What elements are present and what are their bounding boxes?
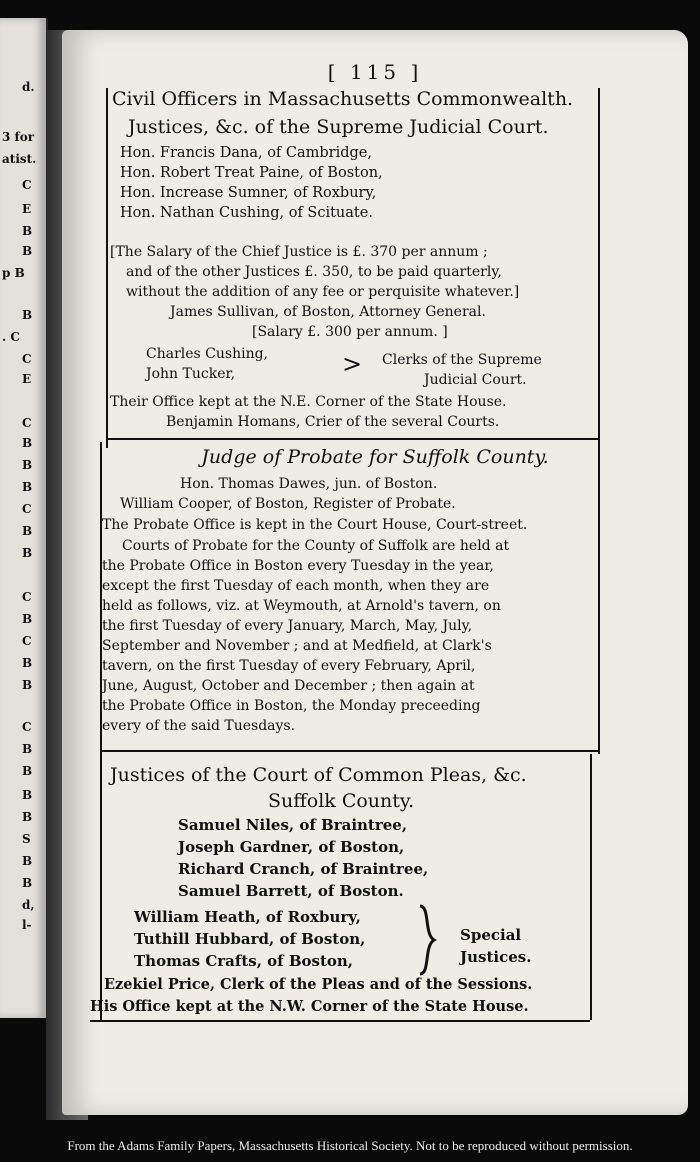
probate-heading: Judge of Probate for Suffolk County.	[201, 446, 549, 468]
special-justice: Tuthill Hubbard, of Boston,	[134, 930, 366, 948]
salary-line: without the addition of any fee or perquisite whatever.]	[126, 284, 520, 300]
pleas-clerk: Ezekiel Price, Clerk of the Pleas and of the Sessions.	[104, 976, 533, 993]
right-border	[590, 754, 592, 1020]
clerk-title: Clerks of the Supreme	[382, 352, 542, 368]
special-label: Special	[460, 926, 522, 944]
special-justice: Thomas Crafts, of Boston,	[134, 952, 354, 970]
facing-page-text: p B	[2, 266, 25, 280]
facing-page-text: C	[22, 178, 32, 192]
document-page	[62, 30, 688, 1115]
curly-brace-icon	[412, 904, 442, 976]
probate-paragraph-line: tavern, on the first Tuesday of every February, April,	[102, 658, 476, 674]
probate-register: William Cooper, of Boston, Register of Probate.	[120, 496, 456, 512]
facing-page-text: C	[22, 416, 32, 430]
probate-paragraph-line: June, August, October and December ; then again at	[102, 678, 475, 694]
facing-page-text: d.	[22, 80, 35, 94]
left-border	[106, 88, 108, 448]
facing-page-text: B	[22, 612, 33, 626]
probate-paragraph-line: held as follows, viz. at Weymouth, at Arnold's tavern, on	[102, 598, 501, 614]
attorney-salary: [Salary £. 300 per annum. ]	[252, 324, 448, 340]
probate-paragraph-line: the Probate Office in Boston, the Monday preceeding	[102, 698, 481, 714]
pleas-justice: Richard Cranch, of Braintree,	[178, 860, 429, 878]
probate-judge: Hon. Thomas Dawes, jun. of Boston.	[180, 476, 438, 492]
pleas-justice: Samuel Barrett, of Boston.	[178, 882, 404, 900]
facing-page-text: B	[22, 764, 33, 778]
facing-page-text: C	[22, 352, 32, 366]
pleas-office: His Office kept at the N.W. Corner of the State House.	[90, 998, 529, 1015]
brace-glyph: >	[342, 350, 363, 378]
facing-page-text: E	[22, 372, 32, 386]
special-justice: William Heath, of Roxbury,	[134, 908, 361, 926]
facing-page-text: C	[22, 634, 32, 648]
facing-page-text: l-	[22, 918, 32, 932]
crier: Benjamin Homans, Crier of the several Courts.	[166, 414, 500, 430]
facing-page-text: B	[22, 788, 33, 802]
attorney-general: James Sullivan, of Boston, Attorney General.	[170, 304, 486, 320]
facing-page-text: B	[22, 854, 33, 868]
facing-page-text: B	[22, 656, 33, 670]
facing-page-text: B	[22, 308, 33, 322]
probate-paragraph-line: the first Tuesday of every January, March, May, July,	[102, 618, 473, 634]
facing-page-text: B	[22, 678, 33, 692]
pleas-justice: Joseph Gardner, of Boston,	[178, 838, 405, 856]
common-pleas-heading: Justices of the Court of Common Pleas, &c.	[110, 764, 527, 786]
pleas-justice: Samuel Niles, of Braintree,	[178, 816, 408, 834]
facing-page-text: B	[22, 224, 33, 238]
clerk-name: John Tucker,	[146, 366, 236, 382]
facing-page-text: C	[22, 590, 32, 604]
section-divider	[106, 438, 600, 440]
facing-page-text: B	[22, 546, 33, 560]
right-border	[598, 442, 600, 754]
facing-page-text: d,	[22, 898, 35, 912]
civil-heading: Civil Officers in Massachusetts Commonwealth.	[112, 88, 574, 110]
office-location: Their Office kept at the N.E. Corner of the State House.	[110, 394, 507, 410]
facing-page-text: B	[22, 244, 33, 258]
facing-page-text: 3 for	[2, 130, 35, 144]
special-label: Justices.	[460, 948, 532, 966]
probate-paragraph-line: September and November ; and at Medfield, at Clark's	[102, 638, 492, 654]
justice-line: Hon. Nathan Cushing, of Scituate.	[120, 205, 373, 221]
left-border	[100, 754, 102, 1020]
facing-page-fragment	[0, 18, 48, 1018]
clerk-title: Judicial Court.	[424, 372, 527, 388]
section-divider	[100, 750, 600, 752]
facing-page-text: B	[22, 876, 33, 890]
facing-page-text: B	[22, 810, 33, 824]
salary-line: [The Salary of the Chief Justice is £. 370 per annum ;	[110, 244, 488, 260]
supreme-court-subheading: Justices, &c. of the Supreme Judicial Court.	[128, 116, 549, 138]
salary-line: and of the other Justices £. 350, to be paid quarterly,	[126, 264, 502, 280]
facing-page-text: B	[22, 458, 33, 472]
facing-page-text: B	[22, 436, 33, 450]
copyright-caption: From the Adams Family Papers, Massachusetts Historical Society. Not to be reproduced without permission.	[67, 1138, 633, 1153]
clerk-name: Charles Cushing,	[146, 346, 269, 362]
page-number: [ 115 ]	[327, 60, 423, 84]
facing-page-text: B	[22, 742, 33, 756]
justice-line: Hon. Francis Dana, of Cambridge,	[120, 145, 372, 161]
section-divider	[90, 1020, 590, 1022]
facing-page-text: S	[22, 832, 31, 846]
probate-paragraph-line: Courts of Probate for the County of Suffolk are held at	[122, 538, 510, 554]
facing-page-text: E	[22, 202, 32, 216]
right-border	[598, 88, 600, 448]
facing-page-text: C	[22, 502, 32, 516]
facing-page-text: . C	[2, 330, 20, 344]
facing-page-text: B	[22, 524, 33, 538]
facing-page-text: B	[22, 480, 33, 494]
justice-line: Hon. Increase Sumner, of Roxbury,	[120, 185, 377, 201]
suffolk-subheading: Suffolk County.	[268, 790, 415, 812]
probate-paragraph-line: the Probate Office in Boston every Tuesday in the year,	[102, 558, 494, 574]
probate-office: The Probate Office is kept in the Court House, Court-street.	[102, 517, 528, 533]
facing-page-text: C	[22, 720, 32, 734]
probate-paragraph-line: every of the said Tuesdays.	[102, 718, 296, 734]
justice-line: Hon. Robert Treat Paine, of Boston,	[120, 165, 383, 181]
probate-paragraph-line: except the first Tuesday of each month, when they are	[102, 578, 490, 594]
facing-page-text: atist.	[2, 152, 37, 166]
